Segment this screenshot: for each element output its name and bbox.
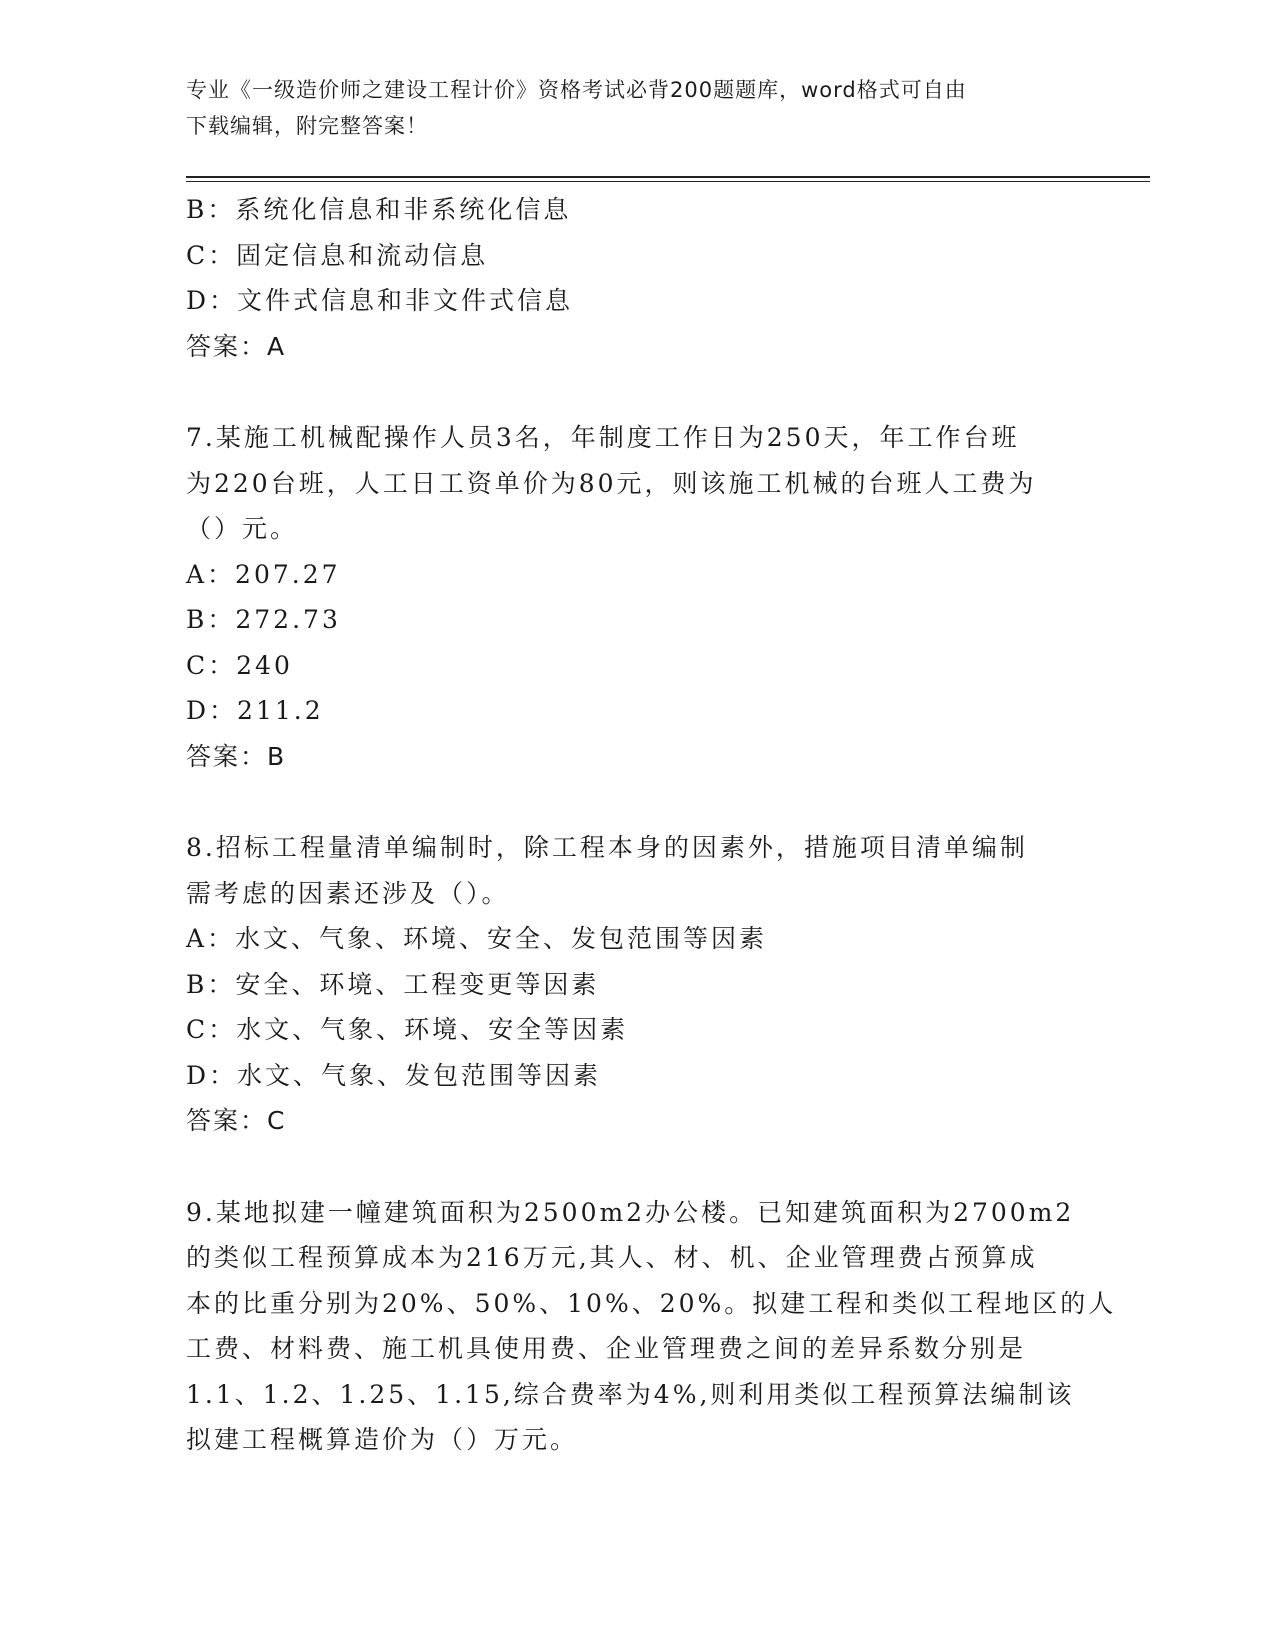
header-divider-thin [186,181,1150,182]
option-c: C：水文、气象、环境、安全等因素 [186,1015,629,1044]
option-c: C：240 [186,650,293,680]
answer-line: 答案：C [186,1106,287,1135]
option-b: B：272.73 [186,605,341,634]
question-7 [186,415,1086,779]
question-spacer [186,1144,1086,1190]
question-spacer [186,369,1086,415]
answer-line: 答案：A [186,331,287,361]
question-stem-line: 1.1、1.2、1.25、1.15,综合费率为4%,则利用类似工程预算法编制该 [186,1379,1075,1409]
question-stem-line: （）元。 [186,514,299,543]
question-6 [186,187,1086,369]
option-b: B：系统化信息和非系统化信息 [186,195,572,224]
option-d: D：211.2 [186,696,324,725]
question-stem-line: 为220台班，人工日工资单价为80元，则该施工机械的台班人工费为 [186,468,1037,498]
option-c: C：固定信息和流动信息 [186,240,489,270]
question-stem-line: 工费、材料费、施工机具使用费、企业管理费之间的差异系数分别是 [186,1334,1027,1363]
document-body [186,187,1117,1463]
answer-line: 答案：B [186,741,287,771]
question-stem-line: 8.招标工程量清单编制时，除工程本身的因素外，措施项目清单编制 [186,833,1028,862]
question-stem-line: 拟建工程概算造价为（）万元。 [186,1425,579,1454]
header-divider-thick [186,176,1150,178]
question-stem-line: 7.某施工机械配操作人员3名，年制度工作日为250天，年工作台班 [186,423,1020,452]
question-8 [186,825,1086,1144]
header-line-2: 下载编辑，附完整答案！ [186,114,428,138]
question-9 [186,1190,1117,1463]
option-d: D：文件式信息和非文件式信息 [186,286,574,315]
option-a: A：207.27 [186,559,341,589]
question-stem-line: 需考虑的因素还涉及（）。 [186,878,510,908]
option-b: B：安全、环境、工程变更等因素 [186,969,600,999]
header-line-1: 专业《一级造价师之建设工程计价》资格考试必背200题题库，word格式可自由 [186,78,967,102]
question-stem-line: 本的比重分别为20%、50%、10%、20%。拟建工程和类似工程地区的人 [186,1288,1117,1318]
question-spacer [186,779,1086,825]
question-stem-line: 9.某地拟建一幢建筑面积为2500m2办公楼。已知建筑面积为2700m2 [186,1197,1075,1227]
page-header [186,72,1066,144]
option-d: D：水文、气象、发包范围等因素 [186,1060,602,1090]
option-a: A：水文、气象、环境、安全、发包范围等因素 [186,924,768,953]
question-stem-line: 的类似工程预算成本为216万元,其人、材、机、企业管理费占预算成 [186,1243,1038,1272]
